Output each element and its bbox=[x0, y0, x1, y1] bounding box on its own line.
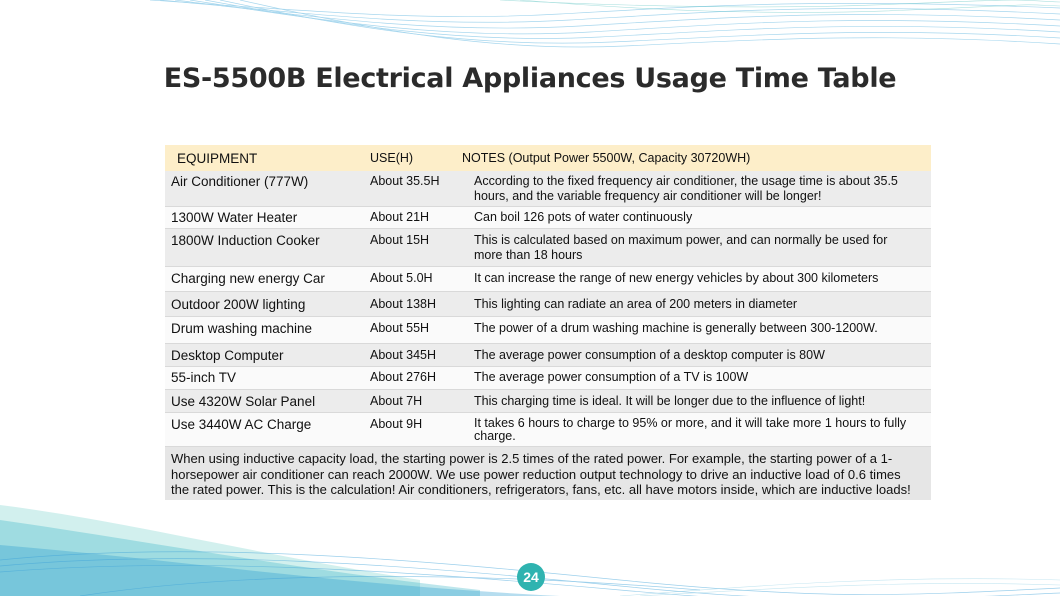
table-row bbox=[165, 344, 931, 367]
cell-use: About 138H bbox=[370, 297, 437, 311]
table-row bbox=[165, 229, 931, 267]
cell-use: About 35.5H bbox=[370, 174, 440, 188]
cell-notes: This is calculated based on maximum power, and can normally be used for more than 18 hours bbox=[474, 233, 888, 262]
table-row bbox=[165, 317, 931, 344]
cell-notes: It can increase the range of new energy vehicles by about 300 kilometers bbox=[474, 271, 879, 285]
inductive-load-footnote: When using inductive capacity load, the starting power is 2.5 times of the rated power. For example, the starting power of a 1-horsepower air conditioner can reach 2000W. We use power reduction output technology to drive an inductive load of 0.6 times the rated power. This is the calculation! Air conditioners, refrigerators, fans, etc. all have motors inside, which are inductive loads! bbox=[165, 447, 931, 500]
cell-equipment: Use 4320W Solar Panel bbox=[171, 394, 316, 409]
cell-equipment: 1300W Water Heater bbox=[171, 210, 298, 225]
cell-notes: According to the fixed frequency air conditioner, the usage time is about 35.5 hours, and the variable frequency air conditioner will be longer! bbox=[474, 174, 898, 203]
cell-notes: The average power consumption of a TV is 100W bbox=[474, 370, 749, 384]
cell-equipment: 1800W Induction Cooker bbox=[171, 233, 320, 248]
cell-use: About 276H bbox=[370, 370, 437, 384]
cell-use: About 5.0H bbox=[370, 271, 433, 285]
table-row bbox=[165, 207, 931, 229]
cell-equipment: Charging new energy Car bbox=[171, 271, 325, 286]
page-number-badge: 24 bbox=[517, 563, 545, 591]
cell-equipment: Drum washing machine bbox=[171, 321, 313, 336]
cell-notes: The average power consumption of a desktop computer is 80W bbox=[474, 348, 825, 362]
cell-notes: This lighting can radiate an area of 200 meters in diameter bbox=[474, 297, 798, 311]
cell-use: About 55H bbox=[370, 321, 430, 335]
usage-time-table bbox=[165, 145, 931, 500]
cell-equipment: Air Conditioner (777W) bbox=[171, 174, 309, 189]
cell-equipment: Outdoor 200W lighting bbox=[171, 297, 306, 312]
cell-notes: The power of a drum washing machine is generally between 300-1200W. bbox=[474, 321, 878, 335]
cell-use: About 7H bbox=[370, 394, 423, 408]
table-row bbox=[165, 171, 931, 207]
table-row bbox=[165, 390, 931, 413]
cell-use: About 21H bbox=[370, 210, 430, 224]
header-equipment: EQUIPMENT bbox=[177, 150, 258, 166]
cell-use: About 345H bbox=[370, 348, 437, 362]
table-row bbox=[165, 292, 931, 317]
table-header-row bbox=[165, 145, 931, 171]
table-row bbox=[165, 413, 931, 447]
cell-equipment: Desktop Computer bbox=[171, 348, 284, 363]
page-title: ES-5500B Electrical Appliances Usage Time Table bbox=[163, 63, 897, 94]
table-row bbox=[165, 267, 931, 292]
cell-equipment: Use 3440W AC Charge bbox=[171, 417, 312, 432]
cell-notes: It takes 6 hours to charge to 95% or more, and it will take more 1 hours to fully charge. bbox=[474, 416, 907, 443]
cell-equipment: 55-inch TV bbox=[171, 370, 237, 385]
cell-use: About 15H bbox=[370, 233, 430, 247]
table-row bbox=[165, 367, 931, 390]
cell-notes: Can boil 126 pots of water continuously bbox=[474, 210, 693, 224]
cell-notes: This charging time is ideal. It will be longer due to the influence of light! bbox=[474, 394, 866, 408]
cell-use: About 9H bbox=[370, 417, 423, 431]
header-notes: NOTES (Output Power 5500W, Capacity 30720WH) bbox=[462, 150, 751, 165]
header-use-hours: USE(H) bbox=[370, 151, 414, 165]
